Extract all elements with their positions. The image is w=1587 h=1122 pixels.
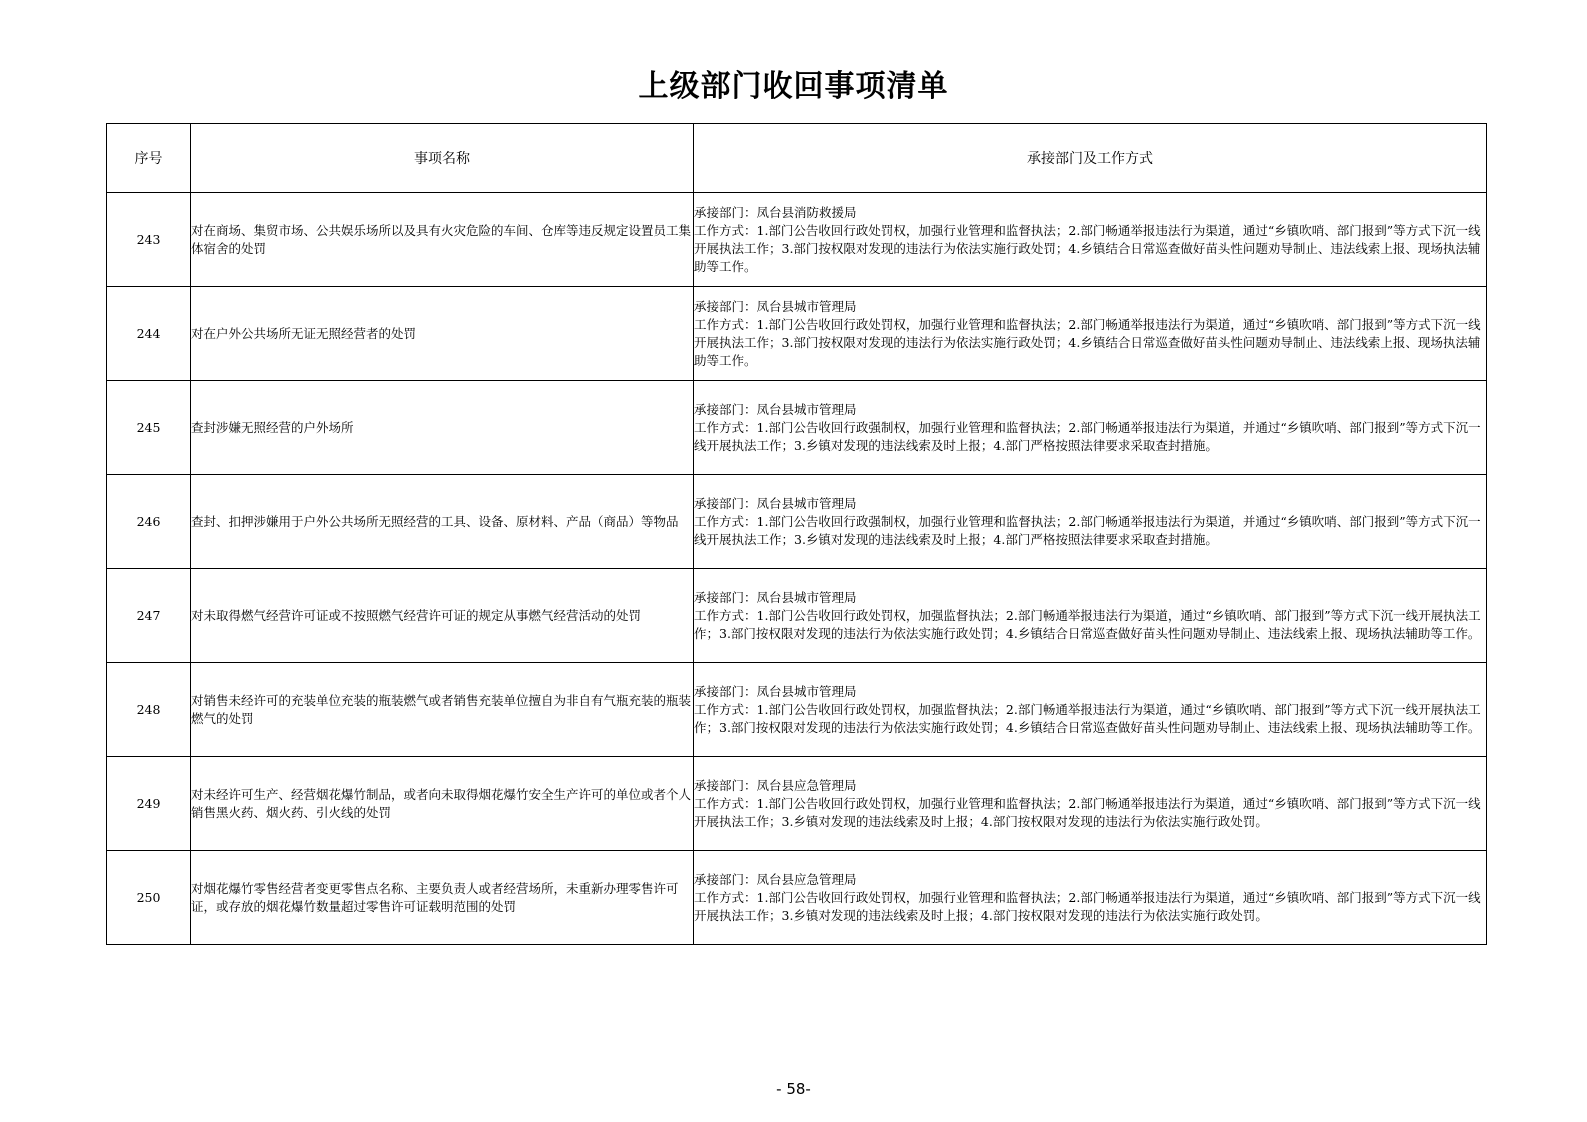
table-row [107,287,1487,381]
dept-method-cell [694,193,1487,287]
table-row [107,381,1487,475]
dept-method-cell [694,569,1487,663]
table-row [107,193,1487,287]
table-row [107,569,1487,663]
row-number: 249 [107,757,191,851]
table-row [107,663,1487,757]
dept-method-cell [694,663,1487,757]
row-number: 244 [107,287,191,381]
row-number: 248 [107,663,191,757]
responsible-dept: 承接部门：凤台县城市管理局 [694,298,857,314]
responsible-dept: 承接部门：凤台县应急管理局 [694,777,857,793]
responsible-dept: 承接部门：凤台县应急管理局 [694,871,857,887]
page-title: 上级部门收回事项清单 [638,69,949,104]
header-no: 序号 [107,124,191,193]
table-header-row [107,124,1487,193]
item-name: 查封、扣押涉嫌用于户外公共场所无照经营的工具、设备、原材料、产品（商品）等物品 [191,475,694,569]
row-number: 250 [107,851,191,945]
row-number: 243 [107,193,191,287]
work-method: 工作方式：1.部门公告收回行政处罚权，加强监督执法；2.部门畅通举报违法行为渠道，通过“乡镇吹哨、部门报到”等方式下沉一线开展执法工作；3.部门按权限对发现的违法行为依法实施行政处罚；4.乡镇结合日常巡查做好苗头性问题劝导制止、违法线索上报、现场执法辅助等工作。 [694,701,1481,735]
row-number: 245 [107,381,191,475]
responsible-dept: 承接部门：凤台县消防救援局 [694,204,857,220]
work-method: 工作方式：1.部门公告收回行政强制权，加强行业管理和监督执法；2.部门畅通举报违法行为渠道，并通过“乡镇吹哨、部门报到”等方式下沉一线开展执法工作；3.乡镇对发现的违法线索及时上报；4.部门严格按照法律要求采取查封措施。 [694,419,1481,453]
item-name: 对烟花爆竹零售经营者变更零售点名称、主要负责人或者经营场所，未重新办理零售许可证，或存放的烟花爆竹数量超过零售许可证载明范围的处罚 [191,851,694,945]
dept-method-cell [694,287,1487,381]
item-name: 对在商场、集贸市场、公共娱乐场所以及具有火灾危险的车间、仓库等违反规定设置员工集体宿舍的处罚 [191,193,694,287]
work-method: 工作方式：1.部门公告收回行政处罚权，加强行业管理和监督执法；2.部门畅通举报违法行为渠道，通过“乡镇吹哨、部门报到”等方式下沉一线开展执法工作；3.部门按权限对发现的违法行为依法实施行政处罚；4.乡镇结合日常巡查做好苗头性问题劝导制止、违法线索上报、现场执法辅助等工作。 [694,316,1481,368]
table-row [107,851,1487,945]
work-method: 工作方式：1.部门公告收回行政处罚权，加强行业管理和监督执法；2.部门畅通举报违法行为渠道，通过“乡镇吹哨、部门报到”等方式下沉一线开展执法工作；3.乡镇对发现的违法线索及时上报；4.部门按权限对发现的违法行为依法实施行政处罚。 [694,889,1481,923]
responsible-dept: 承接部门：凤台县城市管理局 [694,495,857,511]
table-row [107,475,1487,569]
row-number: 246 [107,475,191,569]
work-method: 工作方式：1.部门公告收回行政处罚权，加强行业管理和监督执法；2.部门畅通举报违法行为渠道，通过“乡镇吹哨、部门报到”等方式下沉一线开展执法工作；3.部门按权限对发现的违法行为依法实施行政处罚；4.乡镇结合日常巡查做好苗头性问题劝导制止、违法线索上报、现场执法辅助等工作。 [694,222,1481,274]
work-method: 工作方式：1.部门公告收回行政处罚权，加强监督执法；2.部门畅通举报违法行为渠道，通过“乡镇吹哨、部门报到”等方式下沉一线开展执法工作；3.部门按权限对发现的违法行为依法实施行政处罚；4.乡镇结合日常巡查做好苗头性问题劝导制止、违法线索上报、现场执法辅助等工作。 [694,607,1481,641]
item-name: 对未取得燃气经营许可证或不按照燃气经营许可证的规定从事燃气经营活动的处罚 [191,569,694,663]
item-name: 对未经许可生产、经营烟花爆竹制品，或者向未取得烟花爆竹安全生产许可的单位或者个人销售黑火药、烟火药、引火线的处罚 [191,757,694,851]
item-name: 对在户外公共场所无证无照经营者的处罚 [191,287,694,381]
work-method: 工作方式：1.部门公告收回行政处罚权，加强行业管理和监督执法；2.部门畅通举报违法行为渠道，通过“乡镇吹哨、部门报到”等方式下沉一线开展执法工作；3.乡镇对发现的违法线索及时上报；4.部门按权限对发现的违法行为依法实施行政处罚。 [694,795,1481,829]
header-item: 事项名称 [191,124,694,193]
items-table [106,123,1487,945]
page-number: - 58- [776,1080,811,1098]
item-name: 查封涉嫌无照经营的户外场所 [191,381,694,475]
row-number: 247 [107,569,191,663]
responsible-dept: 承接部门：凤台县城市管理局 [694,683,857,699]
item-name: 对销售未经许可的充装单位充装的瓶装燃气或者销售充装单位擅自为非自有气瓶充装的瓶装燃气的处罚 [191,663,694,757]
table-row [107,757,1487,851]
dept-method-cell [694,851,1487,945]
dept-method-cell [694,757,1487,851]
responsible-dept: 承接部门：凤台县城市管理局 [694,401,857,417]
responsible-dept: 承接部门：凤台县城市管理局 [694,589,857,605]
header-method: 承接部门及工作方式 [694,124,1487,193]
dept-method-cell [694,381,1487,475]
dept-method-cell [694,475,1487,569]
work-method: 工作方式：1.部门公告收回行政强制权，加强行业管理和监督执法；2.部门畅通举报违法行为渠道，并通过“乡镇吹哨、部门报到”等方式下沉一线开展执法工作；3.乡镇对发现的违法线索及时上报；4.部门严格按照法律要求采取查封措施。 [694,513,1481,547]
